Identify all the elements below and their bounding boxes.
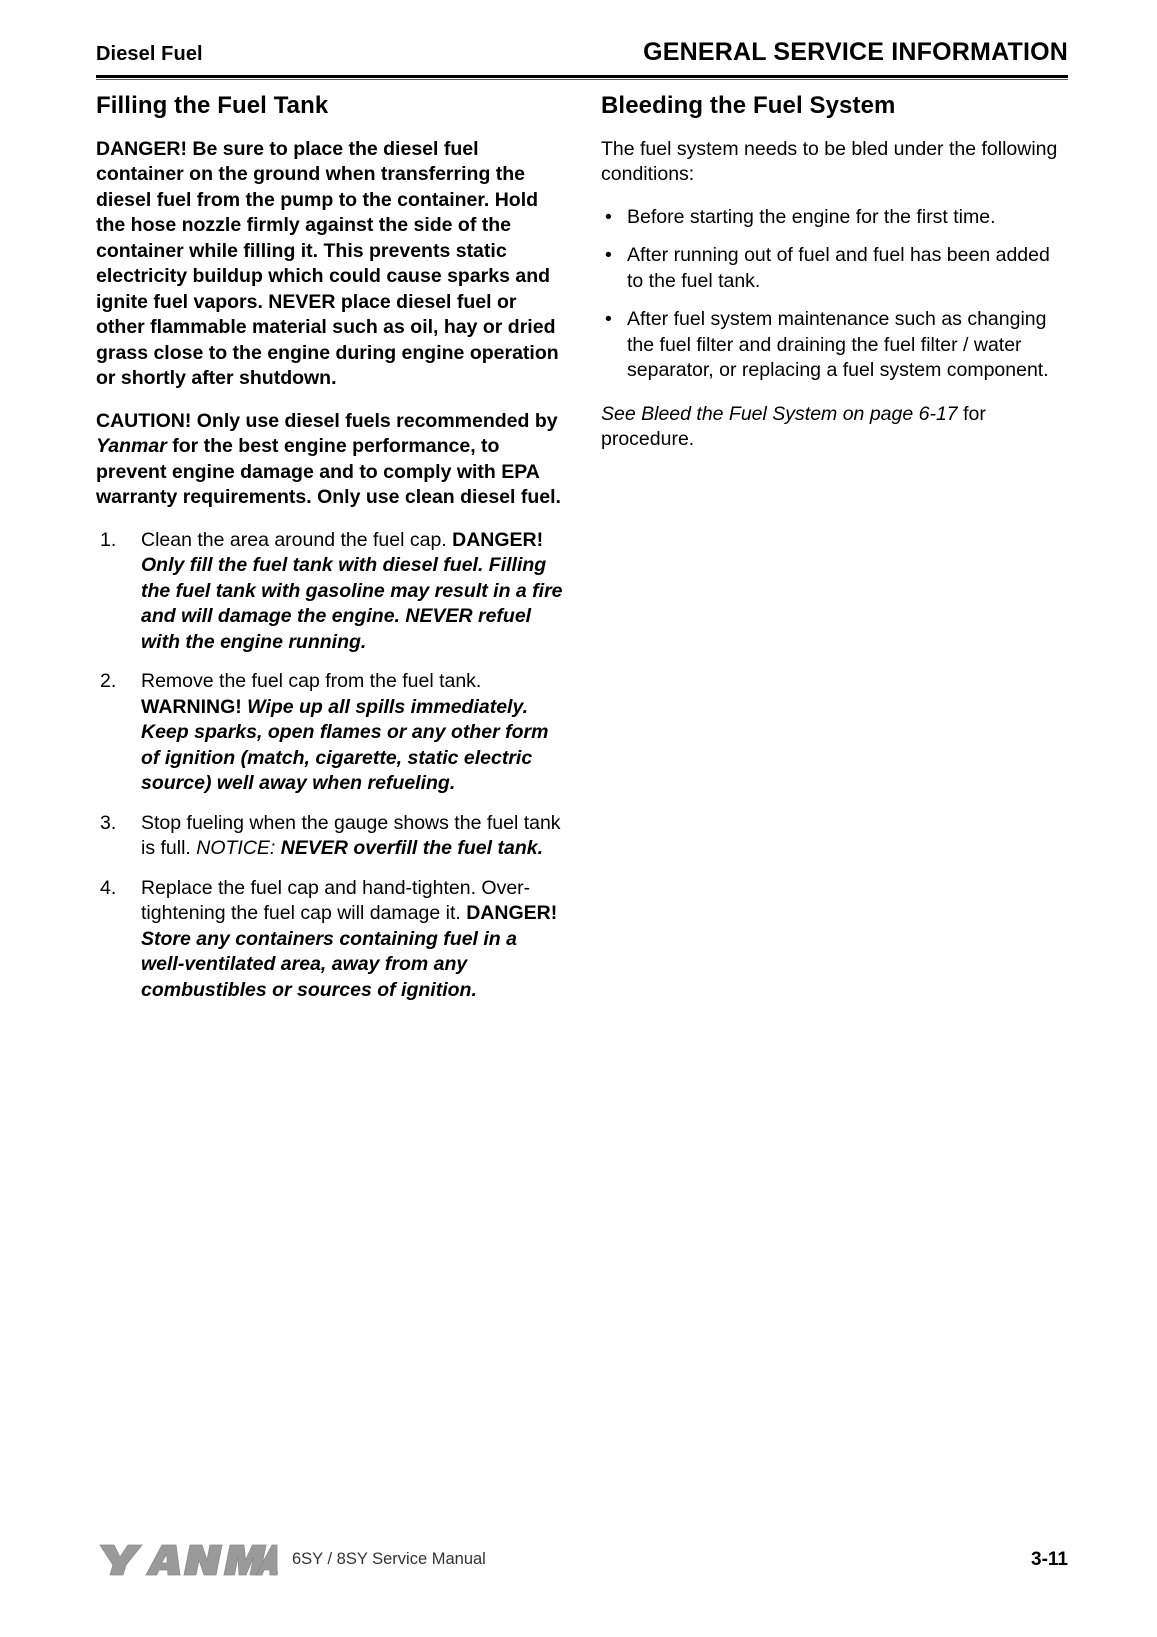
step-plain-text: Stop fueling when the gauge shows the fuel tank is full.: [141, 811, 561, 860]
step-plain-text: Replace the fuel cap and hand-tighten. Over-tightening the fuel cap will damage it.: [141, 876, 531, 925]
step-number: 4.: [100, 876, 117, 899]
step-notice-label: NOTICE:: [196, 837, 276, 860]
header-left-title: Diesel Fuel: [96, 43, 203, 65]
bleeding-intro-paragraph: The fuel system needs to be bled under the following conditions:: [601, 137, 1058, 186]
step-hazard-text: Wipe up all spills immediately. Keep sparks, open flames or any other form of ignition (match, cigarette, static electric source) well away when refueling.: [141, 695, 549, 795]
list-item: [601, 307, 1068, 384]
bullet-text: After fuel system maintenance such as changing the fuel filter and draining the fuel filter / water separator, or replacing a fuel system component.: [627, 308, 1049, 382]
step-hazard-label: WARNING!: [141, 695, 242, 718]
step-hazard-text: NEVER overfill the fuel tank.: [275, 837, 543, 860]
step-hazard-text: Store any containers containing fuel in a well-ventilated area, away from any combustibles or sources of ignition.: [141, 927, 517, 1001]
cross-reference-suffix: for procedure.: [601, 402, 986, 451]
step-number: 1.: [100, 528, 117, 551]
left-column: [96, 92, 563, 1017]
yanmar-logo: [96, 1543, 278, 1577]
bullet-icon: •: [605, 244, 612, 267]
caution-brand-name: Yanmar: [96, 435, 167, 458]
bullet-icon: •: [605, 205, 612, 228]
footer-manual-name: 6SY / 8SY Service Manual: [292, 1550, 486, 1568]
step-plain-text: Remove the fuel cap from the fuel tank.: [141, 670, 482, 693]
header-divider-rule-thin: [96, 79, 1068, 80]
page-footer: [96, 1543, 1068, 1577]
caution-text-part2: for the best engine performance, to prevent engine damage and to comply with EPA warranty requirements. Only use clean diesel fuel.: [96, 435, 561, 509]
cross-reference-link[interactable]: See Bleed the Fuel System on page 6-17: [601, 402, 958, 425]
header-divider-rule: [96, 75, 1068, 78]
bullet-icon: •: [605, 308, 612, 331]
left-section-title: Filling the Fuel Tank: [96, 92, 329, 119]
step-hazard-label: DANGER!: [466, 902, 558, 925]
list-item: [96, 528, 563, 656]
danger-paragraph: DANGER! Be sure to place the diesel fuel container on the ground when transferring the diesel fuel from the pump to the container. Hold the hose nozzle firmly against the side of the container while filling it. This prevents static electricity buildup which could cause sparks and ignite fuel vapors. NEVER place diesel fuel or other flammable material such as oil, hay or dried grass close to the engine during engine operation or shortly after shutdown.: [96, 137, 559, 390]
caution-text-part1: CAUTION! Only use diesel fuels recommended by: [96, 409, 558, 432]
footer-page-number: 3-11: [1031, 1549, 1068, 1570]
bullet-text: Before starting the engine for the first time.: [627, 205, 996, 228]
page-header: [96, 38, 1068, 67]
step-plain-text: Clean the area around the fuel cap.: [141, 528, 453, 551]
step-hazard-label: DANGER!: [452, 528, 544, 551]
step-number: 2.: [100, 670, 117, 693]
right-section-title: Bleeding the Fuel System: [601, 92, 896, 119]
list-item: [96, 876, 563, 1004]
list-item: [601, 243, 1068, 294]
list-item: [601, 205, 1068, 231]
yanmar-logo-icon: [96, 1543, 278, 1577]
bullet-text: After running out of fuel and fuel has been added to the fuel tank.: [627, 244, 1050, 292]
filling-steps-list: [96, 528, 563, 1004]
two-column-body: [96, 92, 1068, 1017]
right-column: [601, 92, 1068, 1017]
list-item: [96, 811, 563, 862]
caution-paragraph: [96, 409, 563, 511]
list-item: [96, 669, 563, 797]
bleeding-conditions-list: [601, 205, 1068, 384]
step-number: 3.: [100, 811, 117, 834]
header-right-title: GENERAL SERVICE INFORMATION: [643, 38, 1068, 66]
cross-reference-paragraph: [601, 402, 1068, 453]
step-hazard-text: Only fill the fuel tank with diesel fuel. Filling the fuel tank with gasoline may result in a fire and will damage the engine. NEVER refuel with the engine running.: [141, 554, 563, 653]
